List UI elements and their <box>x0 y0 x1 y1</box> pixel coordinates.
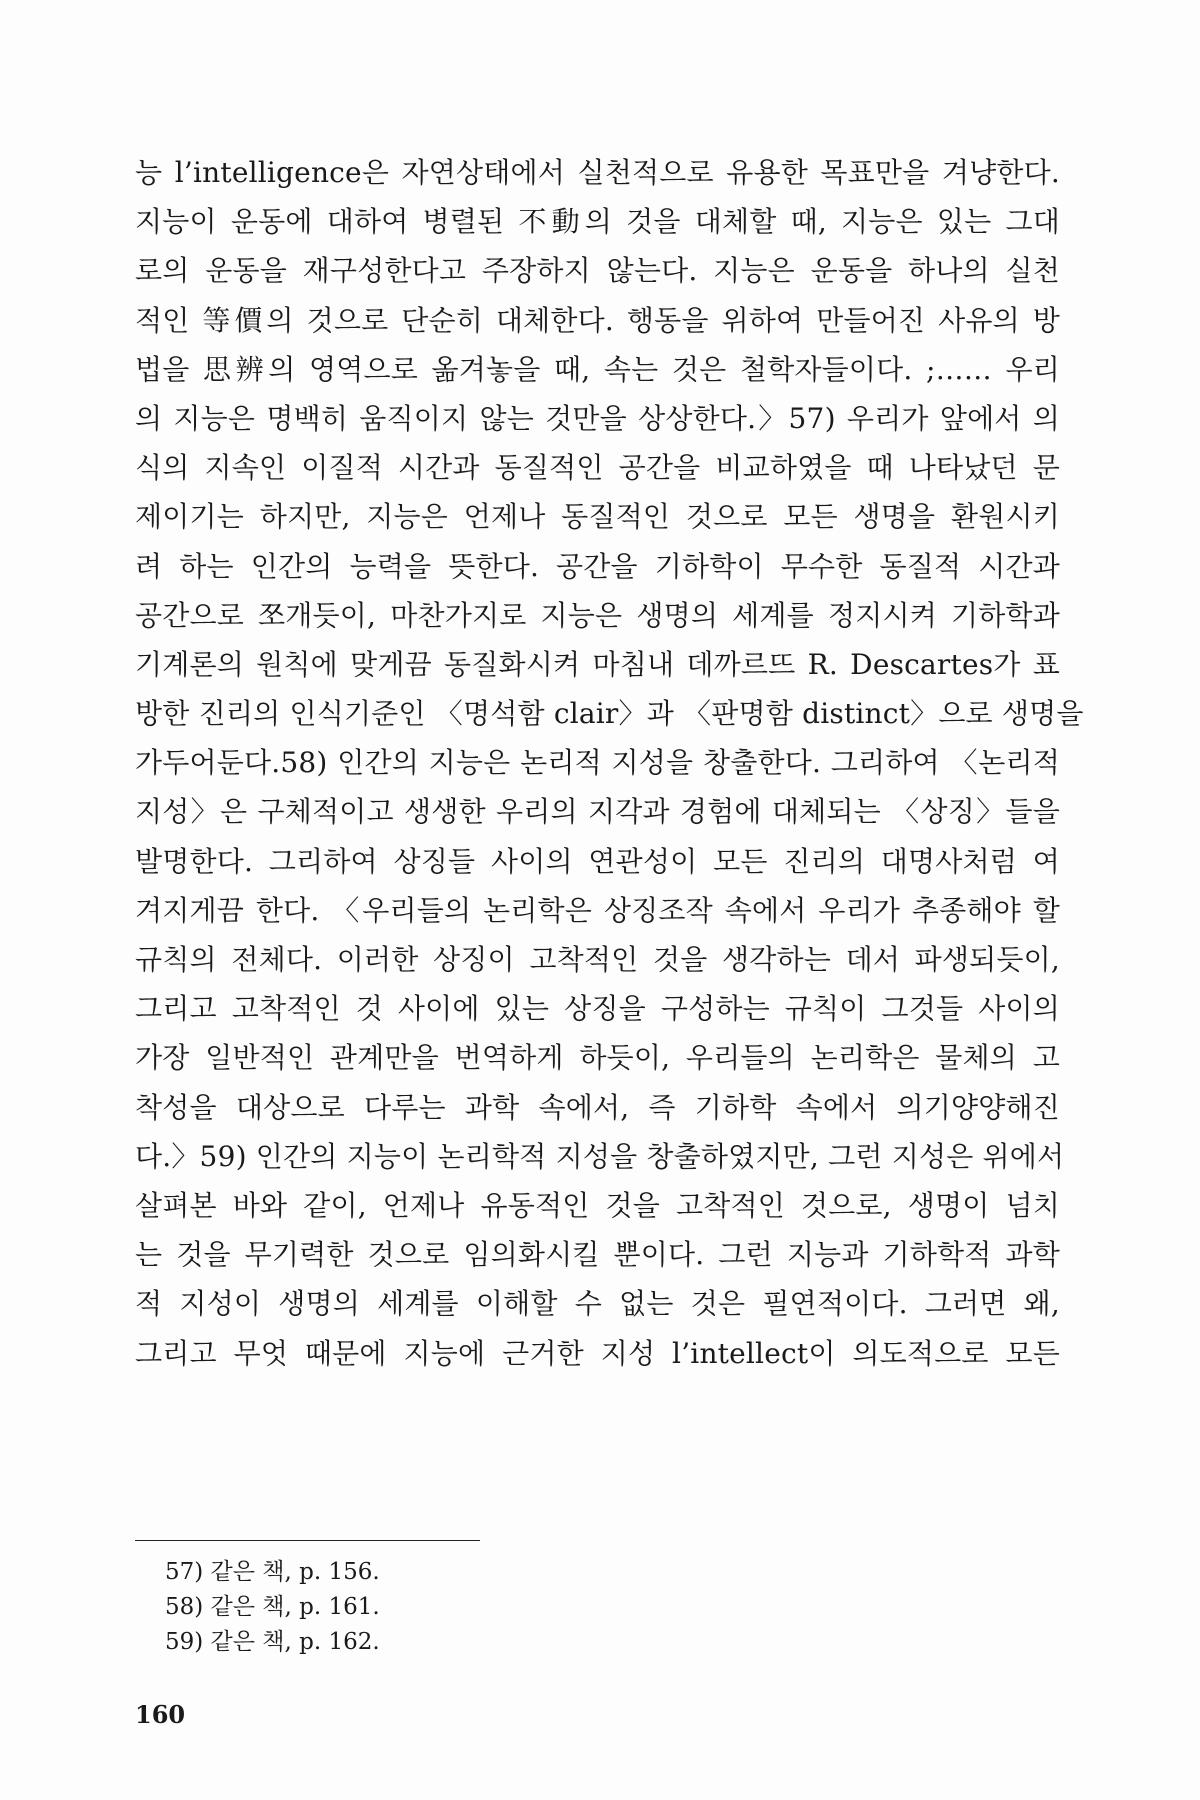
body-line: 적인 等價의 것으로 단순히 대체한다. 행동을 위하여 만들어진 사유의 방 <box>135 303 1060 337</box>
body-line: 겨지게끔 한다. 〈우리들의 논리학은 상징조작 속에서 우리가 추종해야 할 <box>135 893 1060 927</box>
body-line: 제이기는 하지만, 지능은 언제나 동질적인 것으로 모든 생명을 환원시키 <box>135 500 1060 534</box>
body-line: 지성〉은 구체적이고 생생한 우리의 지각과 경험에 대체되는 〈상징〉들을 <box>135 795 1060 829</box>
footnote-58: 58) 같은 책, p. 161. <box>165 1594 380 1620</box>
body-line: 려 하는 인간의 능력을 뜻한다. 공간을 기하학이 무수한 동질적 시간과 <box>135 549 1060 583</box>
body-line: 기계론의 원칙에 맞게끔 동질화시켜 마침내 데까르뜨 R. Descartes가 표 <box>135 647 1060 681</box>
page-number: 160 <box>135 1700 186 1729</box>
body-line: 발명한다. 그리하여 상징들 사이의 연관성이 모든 진리의 대명사처럼 여 <box>135 844 1060 878</box>
body-line: 의 지능은 명백히 움직이지 않는 것만을 상상한다.〉57) 우리가 앞에서 의 <box>135 401 1060 435</box>
body-text <box>135 148 1084 1378</box>
body-line: 가두어둔다.58) 인간의 지능은 논리적 지성을 창출한다. 그리하여 〈논리적 <box>135 746 1060 780</box>
body-line: 다.〉59) 인간의 지능이 논리학적 지성을 창출하였지만, 그런 지성은 위에서 <box>135 1139 1065 1173</box>
body-line: 법을 思辨의 영역으로 옮겨놓을 때, 속는 것은 철학자들이다. ;…… 우리 <box>135 352 1060 386</box>
body-line: 공간으로 쪼개듯이, 마찬가지로 지능은 생명의 세계를 정지시켜 기하학과 <box>135 598 1060 632</box>
body-line: 그리고 무엇 때문에 지능에 근거한 지성 l’intellect이 의도적으로 모든 <box>135 1336 1060 1370</box>
footnote-57: 57) 같은 책, p. 156. <box>165 1559 380 1585</box>
body-line: 착성을 대상으로 다루는 과학 속에서, 즉 기하학 속에서 의기양양해진 <box>135 1090 1060 1124</box>
footnote-divider <box>135 1540 480 1541</box>
body-line: 가장 일반적인 관계만을 번역하게 하듯이, 우리들의 논리학은 물체의 고 <box>135 1041 1060 1075</box>
body-line: 지능이 운동에 대하여 병렬된 不動의 것을 대체할 때, 지능은 있는 그대 <box>135 205 1060 239</box>
footnote-59: 59) 같은 책, p. 162. <box>165 1629 380 1655</box>
body-line: 그리고 고착적인 것 사이에 있는 상징을 구성하는 규칙이 그것들 사이의 <box>135 992 1060 1026</box>
body-line: 적 지성이 생명의 세계를 이해할 수 없는 것은 필연적이다. 그러면 왜, <box>135 1287 1060 1321</box>
body-line: 능 l’intelligence은 자연상태에서 실천적으로 유용한 목표만을 겨냥한다. <box>135 156 1060 189</box>
body-line: 식의 지속인 이질적 시간과 동질적인 공간을 비교하였을 때 나타났던 문 <box>135 451 1060 485</box>
body-line: 살펴본 바와 같이, 언제나 유동적인 것을 고착적인 것으로, 생명이 넘치 <box>135 1188 1060 1222</box>
body-line: 는 것을 무기력한 것으로 임의화시킬 뿐이다. 그런 지능과 기하학적 과학 <box>135 1238 1060 1272</box>
body-line: 방한 진리의 인식기준인 〈명석함 clair〉과 〈판명함 distinct〉으로 생명을 <box>135 697 1084 731</box>
footnotes <box>165 1555 380 1660</box>
body-line: 규칙의 전체다. 이러한 상징이 고착적인 것을 생각하는 데서 파생되듯이, <box>135 943 1060 976</box>
body-line: 로의 운동을 재구성한다고 주장하지 않는다. 지능은 운동을 하나의 실천 <box>135 254 1060 288</box>
